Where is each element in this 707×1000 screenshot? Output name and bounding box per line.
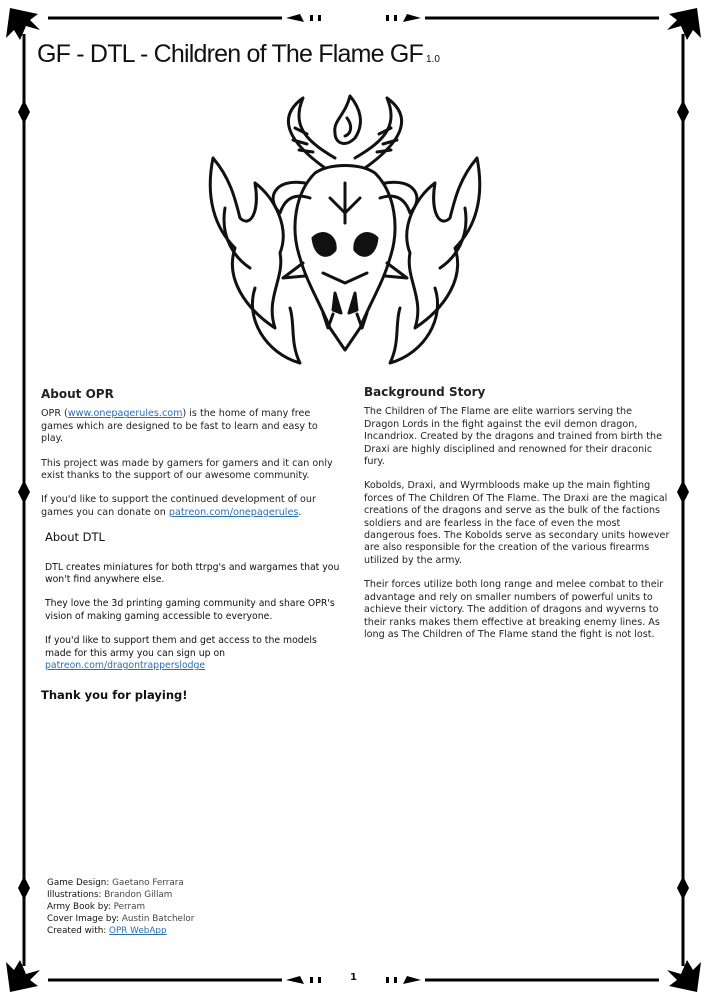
version-label: 1.0: [426, 54, 440, 65]
opr-webapp-link[interactable]: OPR WebApp: [109, 926, 167, 937]
credit-line: [47, 889, 194, 901]
opr-patreon-link[interactable]: patreon.com/onepagerules: [168, 506, 299, 518]
right-column: [364, 386, 670, 653]
credit-label: Army Book by:: [47, 902, 111, 913]
about-opr-p3-post: .: [298, 506, 302, 518]
about-dtl-section: [45, 531, 341, 672]
background-story-heading: Background Story: [364, 385, 486, 399]
credit-value: Perram: [113, 902, 146, 913]
dragon-skull-flames-icon: [195, 88, 495, 380]
credit-label: Illustrations:: [47, 890, 102, 901]
about-dtl-p3-text: If you'd like to support them and get access to the models made for this army you can sign up on: [45, 635, 317, 659]
about-dtl-heading: About DTL: [45, 530, 105, 545]
credit-line: [47, 925, 194, 937]
about-opr-paragraph-1: [41, 408, 341, 445]
page-title: [37, 40, 440, 69]
background-paragraph-1: The Children of The Flame are elite warriors serving the Dragon Lords in the fight against the evil demon dragon, Incandriox. Created by the dragons and trained from birth the Draxi are highly disciplined and renowned for their draconic fury.: [364, 406, 663, 468]
about-dtl-paragraph-1: DTL creates miniatures for both ttrpg's and wargames that you won't find anywhere else.: [45, 561, 340, 586]
dtl-patreon-link[interactable]: patreon.com/dragontrapperslodge: [45, 660, 206, 672]
credit-value: Brandon Gillam: [104, 890, 173, 901]
credits-block: [47, 877, 194, 937]
thank-you-heading: Thank you for playing!: [41, 687, 188, 702]
about-opr-heading: About OPR: [41, 387, 114, 401]
credit-line: [47, 877, 194, 889]
credit-value: Austin Batchelor: [121, 914, 195, 925]
credit-label: Cover Image by:: [47, 914, 120, 925]
about-opr-paragraph-2: This project was made by gamers for gamers and it can only exist thanks to the support of our awesome community.: [41, 457, 333, 482]
page-number: 1: [350, 972, 357, 983]
opr-website-link[interactable]: www.onepagerules.com: [67, 408, 183, 420]
about-opr-p1-pre: OPR (: [41, 408, 68, 420]
about-dtl-paragraph-2: They love the 3d printing gaming community and share OPR's vision of making gaming accessible to everyone.: [45, 598, 335, 622]
about-dtl-paragraph-3: [45, 635, 341, 672]
about-opr-p1-post: ) is the home of many free games which are designed to be fast to learn and easy to play.: [41, 408, 318, 445]
about-opr-paragraph-3: [41, 494, 341, 519]
background-paragraph-3: Their forces utilize both long range and melee combat to their advantage and rely on smaller numbers of powerful units to achieve their victory. The addition of dragons and wyverns to their ranks makes them effective at breaking enemy lines. As long as The Children of The Flame stand the fight is not lost.: [364, 579, 664, 640]
title-text: GF - DTL - Children of The Flame GF: [37, 40, 423, 68]
background-paragraph-2: Kobolds, Draxi, and Wyrmbloods make up the main fighting forces of The Children Of The Flame. The Draxi are the magical creations of the dragons and serve as the bulk of the factions soldiers and are fearless in the face of even the most dangerous foes. The Kobolds serve as secondary units however are also responsible for the creation of the various firearms utilized by the army.: [364, 480, 670, 566]
about-opr-p3-pre: If you'd like to support the continued development of our games you can donate on: [41, 494, 316, 518]
credit-line: [47, 901, 194, 913]
credit-label: Created with:: [47, 926, 107, 937]
credit-line: [47, 913, 194, 925]
credit-value: Gaetano Ferrara: [112, 878, 184, 888]
left-column: [41, 388, 341, 701]
credit-label: Game Design:: [47, 878, 110, 888]
